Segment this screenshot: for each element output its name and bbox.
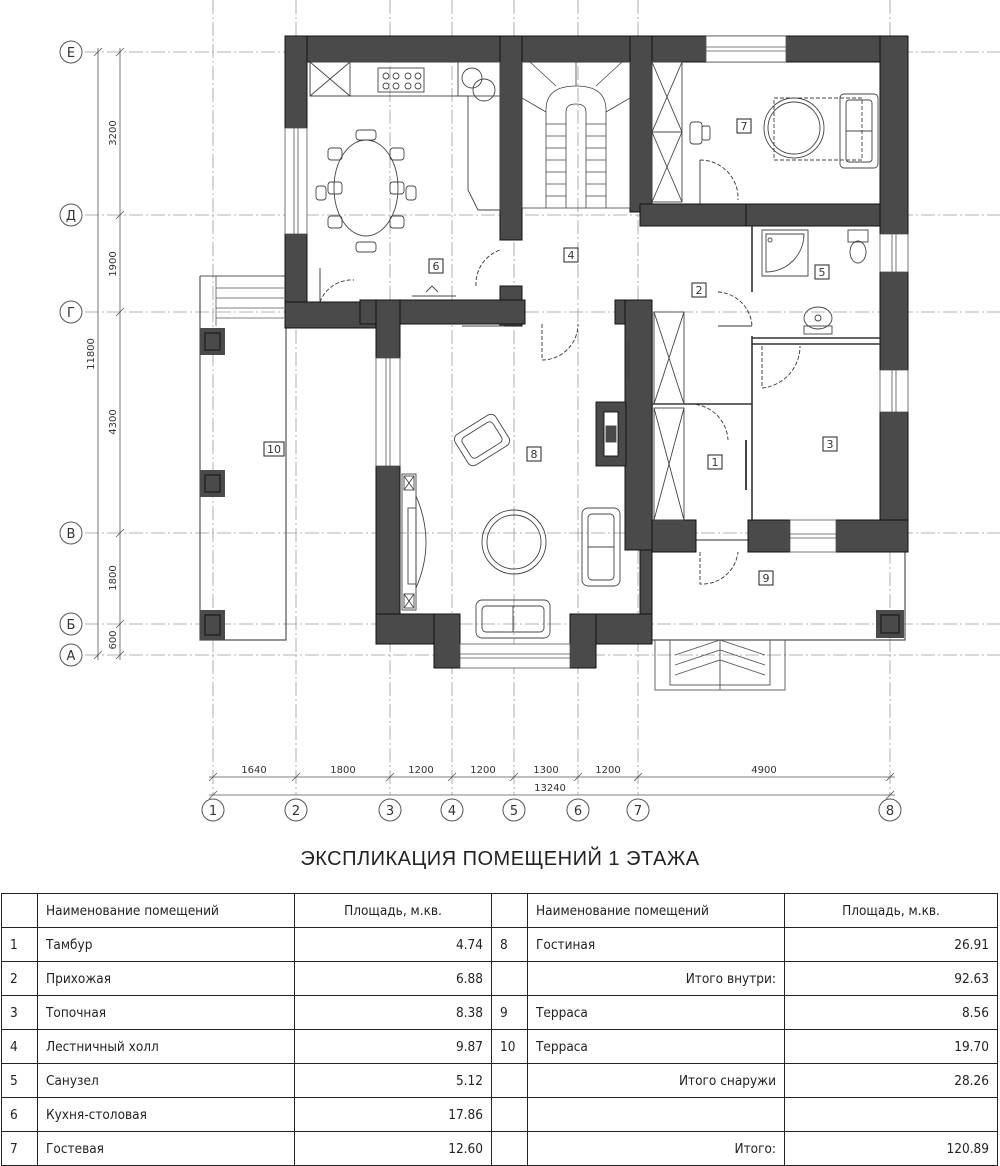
room-schedule-table [1, 893, 998, 1166]
row-area: 17.86 [295, 1098, 492, 1132]
row-name: Прихожая [38, 962, 295, 996]
room-tag-8 [527, 447, 541, 461]
subtotal-value: 92.63 [785, 962, 998, 996]
subtotal-label: Итого снаружи [528, 1064, 785, 1098]
svg-text:6: 6 [573, 804, 583, 819]
svg-text:5: 5 [509, 804, 519, 819]
row-num [492, 1132, 528, 1166]
table-row [2, 962, 998, 996]
svg-text:8: 8 [530, 448, 538, 461]
bottom-dimension-labels [241, 765, 776, 794]
svg-text:2: 2 [695, 284, 703, 297]
row-num: 2 [2, 962, 38, 996]
row-area: 8.56 [785, 996, 998, 1030]
dim-bottom-3: 1200 [408, 765, 434, 776]
dim-left-4: 1800 [108, 565, 119, 591]
header-area-2: Площадь, м.кв. [785, 894, 998, 928]
row-area: 8.38 [295, 996, 492, 1030]
table-row [2, 1098, 998, 1132]
terrace-9-steps [655, 640, 785, 690]
number-axis-bubbles [202, 799, 901, 821]
vestibule-fixtures [654, 312, 746, 520]
letter-axis-bubbles [60, 41, 82, 666]
dim-bottom-5: 1300 [533, 765, 559, 776]
dim-left-1: 3200 [108, 120, 119, 146]
axis-bubble-a [60, 644, 82, 666]
axis-bubble-3 [379, 799, 401, 821]
svg-text:3: 3 [385, 804, 395, 819]
table-row [2, 928, 998, 962]
table-row [2, 1030, 998, 1064]
axis-bubble-1 [202, 799, 224, 821]
header-area: Площадь, м.кв. [295, 894, 492, 928]
row-num: 5 [2, 1064, 38, 1098]
row-num [492, 1064, 528, 1098]
axis-bubble-2 [285, 799, 307, 821]
axis-bubble-b [60, 613, 82, 635]
svg-text:7: 7 [740, 120, 748, 133]
room-tag-7 [737, 119, 751, 133]
axis-bubble-g [60, 301, 82, 323]
row-num: 8 [492, 928, 528, 962]
row-area [785, 1098, 998, 1132]
axis-bubble-8 [879, 799, 901, 821]
row-area: 4.74 [295, 928, 492, 962]
table-row [2, 1132, 998, 1166]
dim-bottom-6: 1200 [595, 765, 621, 776]
row-area: 5.12 [295, 1064, 492, 1098]
svg-text:2: 2 [291, 804, 301, 819]
table-header-row [2, 894, 998, 928]
axis-bubble-v [60, 522, 82, 544]
row-num: 3 [2, 996, 38, 1030]
table-title: ЭКСПЛИКАЦИЯ ПОМЕЩЕНИЙ 1 ЭТАЖА [300, 848, 700, 870]
axis-bubble-5 [503, 799, 525, 821]
svg-text:В: В [66, 527, 76, 542]
svg-text:А: А [66, 649, 76, 664]
svg-text:9: 9 [762, 572, 770, 585]
row-name: Санузел [38, 1064, 295, 1098]
dim-left-5: 600 [108, 630, 119, 650]
row-name: Гостиная [528, 928, 785, 962]
row-name: Гостевая [38, 1132, 295, 1166]
svg-text:8: 8 [885, 804, 895, 819]
row-name: Терраса [528, 1030, 785, 1064]
dim-bottom-1: 1640 [241, 765, 267, 776]
svg-text:5: 5 [818, 266, 826, 279]
svg-text:3: 3 [826, 438, 834, 451]
row-name: Тамбур [38, 928, 295, 962]
room-tag-10 [264, 442, 284, 456]
total-value: 120.89 [785, 1132, 998, 1166]
row-num: 7 [2, 1132, 38, 1166]
walls [285, 36, 908, 668]
row-area: 19.70 [785, 1030, 998, 1064]
room-tag-1 [708, 455, 722, 469]
svg-text:Е: Е [66, 46, 76, 61]
room-tag-9 [759, 571, 773, 585]
svg-text:10: 10 [267, 443, 281, 456]
dim-left-total: 11800 [86, 338, 97, 370]
dim-bottom-total: 13240 [534, 783, 566, 794]
room-tag-6 [429, 259, 443, 273]
svg-text:6: 6 [432, 260, 440, 273]
staircase [522, 62, 630, 208]
row-num: 10 [492, 1030, 528, 1064]
dim-bottom-2: 1800 [330, 765, 356, 776]
svg-text:1: 1 [711, 456, 719, 469]
kitchen-furniture [310, 62, 500, 296]
row-name: Кухня-столовая [38, 1098, 295, 1132]
row-num: 9 [492, 996, 528, 1030]
column-post [200, 328, 225, 355]
svg-text:Б: Б [66, 618, 76, 633]
subtotal-value: 28.26 [785, 1064, 998, 1098]
row-area: 12.60 [295, 1132, 492, 1166]
room-tags [264, 119, 837, 585]
left-dimension-labels [86, 120, 119, 649]
subtotal-label: Итого внутри: [528, 962, 785, 996]
column-post [200, 470, 225, 497]
room-tag-4 [564, 248, 578, 262]
row-area: 6.88 [295, 962, 492, 996]
guest-room-furniture [652, 62, 878, 202]
column-post [876, 610, 904, 638]
row-num: 4 [2, 1030, 38, 1064]
svg-text:Д: Д [65, 209, 77, 224]
row-num: 1 [2, 928, 38, 962]
dim-left-2: 1900 [108, 251, 119, 277]
header-num-cell-2 [492, 894, 528, 928]
living-room-furniture [402, 326, 628, 638]
axis-bubble-4 [441, 799, 463, 821]
axis-bubble-e [60, 41, 82, 63]
row-name: Терраса [528, 996, 785, 1030]
room-tag-2 [692, 283, 706, 297]
axis-bubble-7 [627, 799, 649, 821]
svg-text:Г: Г [67, 306, 75, 321]
table-row [2, 996, 998, 1030]
svg-text:7: 7 [633, 804, 643, 819]
row-area: 9.87 [295, 1030, 492, 1064]
row-name [528, 1098, 785, 1132]
total-label: Итого: [528, 1132, 785, 1166]
row-num [492, 1098, 528, 1132]
dim-bottom-7: 4900 [751, 765, 777, 776]
row-name: Лестничный холл [38, 1030, 295, 1064]
terrace-9 [652, 540, 905, 690]
bathroom-fixtures [762, 230, 868, 334]
axis-grid [85, 0, 1000, 795]
row-num: 6 [2, 1098, 38, 1132]
row-name: Топочная [38, 996, 295, 1030]
room-tag-3 [823, 437, 837, 451]
axis-bubble-6 [567, 799, 589, 821]
header-num-cell [2, 894, 38, 928]
row-num [492, 962, 528, 996]
svg-text:4: 4 [567, 249, 575, 262]
table-row [2, 1064, 998, 1098]
row-area: 26.91 [785, 928, 998, 962]
header-name-2: Наименование помещений [528, 894, 785, 928]
dim-left-3: 4300 [108, 409, 119, 435]
dim-bottom-4: 1200 [470, 765, 496, 776]
axis-bubble-d [60, 204, 82, 226]
room-tag-5 [815, 265, 829, 279]
svg-text:1: 1 [208, 804, 218, 819]
svg-text:4: 4 [447, 804, 457, 819]
terrace-10-steps [216, 276, 284, 326]
header-name: Наименование помещений [38, 894, 295, 928]
